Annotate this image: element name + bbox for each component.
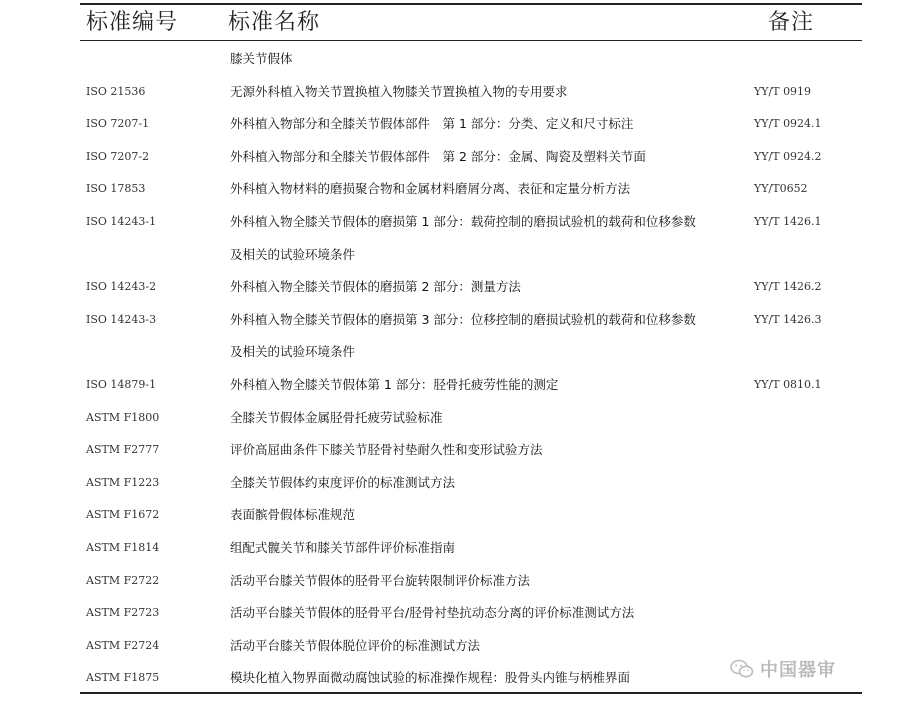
standard-code: ISO 7207-2 xyxy=(86,149,150,163)
standard-code: ASTM F1814 xyxy=(86,540,160,554)
standard-name xyxy=(230,304,696,369)
remark: YY/T 0924.1 xyxy=(754,117,822,131)
standard-code: ISO 7207-1 xyxy=(86,117,150,131)
table-row xyxy=(0,532,919,565)
table-row xyxy=(0,369,919,402)
standard-name xyxy=(230,434,543,467)
standard-name-line: 外科植入物全膝关节假体的磨损第 3 部分：位移控制的磨损试验机的载荷和位移参数 xyxy=(230,311,696,327)
standard-name xyxy=(230,532,455,565)
standard-name-line: 全膝关节假体金属胫骨托疲劳试验标准 xyxy=(230,409,443,425)
standard-name-line: 外科植入物全膝关节假体的磨损第 2 部分：测量方法 xyxy=(230,279,521,295)
standard-name-line: 表面髌骨假体标准规范 xyxy=(230,507,356,523)
standard-name-line: 膝关节假体 xyxy=(230,51,293,66)
standard-name-line: 外科植入物材料的磨损聚合物和金属材料磨屑分离、表征和定量分析方法 xyxy=(230,181,631,197)
table-row xyxy=(0,108,919,141)
standard-name xyxy=(230,565,530,598)
table-row xyxy=(0,141,919,174)
table-header-rule xyxy=(80,40,862,41)
table-row xyxy=(0,271,919,304)
standard-code: ASTM F2722 xyxy=(86,573,160,587)
table-row xyxy=(0,597,919,630)
table-row xyxy=(0,43,919,76)
standard-name xyxy=(230,108,633,141)
table-row xyxy=(0,173,919,206)
standard-name-line: 模块化植入物界面微动腐蚀试验的标准操作规程：股骨头内锥与柄椎界面 xyxy=(230,670,631,686)
standard-name xyxy=(230,271,521,304)
standard-name xyxy=(230,499,355,532)
standard-name-line: 外科植入物部分和全膝关节假体部件 第 2 部分：金属、陶瓷及塑料关节面 xyxy=(230,148,646,164)
standard-name xyxy=(230,662,630,695)
standard-name-line: 活动平台膝关节假体脱位评价的标准测试方法 xyxy=(230,637,481,653)
table-bottom-rule xyxy=(80,692,862,694)
wechat-icon xyxy=(730,659,754,679)
standard-name xyxy=(230,467,455,500)
standard-name-line: 活动平台膝关节假体的胫骨平台/胫骨衬垫抗动态分离的评价标准测试方法 xyxy=(230,605,635,621)
header-standard-code: 标准编号 xyxy=(86,10,179,35)
standard-code: ISO 14243-1 xyxy=(86,214,157,228)
standard-code: ASTM F2777 xyxy=(86,443,160,457)
watermark-text: 中国器审 xyxy=(760,660,836,681)
table-row xyxy=(0,467,919,500)
remark: YY/T 0924.2 xyxy=(754,149,822,163)
table-top-rule xyxy=(80,3,862,5)
standard-name-line: 外科植入物全膝关节假体第 1 部分：胫骨托疲劳性能的测定 xyxy=(230,376,559,392)
standard-name-line: 外科植入物全膝关节假体的磨损第 1 部分：载荷控制的磨损试验机的载荷和位移参数 xyxy=(230,213,696,229)
table-row xyxy=(0,206,919,271)
header-standard-name: 标准名称 xyxy=(228,10,321,35)
remark: YY/T 1426.1 xyxy=(754,214,822,228)
standard-name xyxy=(230,141,646,174)
standard-name xyxy=(230,43,293,76)
standard-name-line: 及相关的试验环境条件 xyxy=(230,344,356,360)
remark: YY/T 1426.3 xyxy=(754,312,822,326)
standard-name xyxy=(230,402,443,435)
table-row xyxy=(0,565,919,598)
standard-name xyxy=(230,76,568,109)
standard-code: ISO 14243-3 xyxy=(86,312,157,326)
standard-code: ISO 17853 xyxy=(86,182,146,196)
standard-name xyxy=(230,630,480,663)
standard-name-line: 及相关的试验环境条件 xyxy=(230,246,356,262)
standard-name-line: 活动平台膝关节假体的胫骨平台旋转限制评价标准方法 xyxy=(230,572,531,588)
table-row xyxy=(0,499,919,532)
standard-name-line: 全膝关节假体约束度评价的标准测试方法 xyxy=(230,474,456,490)
standard-name xyxy=(230,206,696,271)
standard-code: ISO 21536 xyxy=(86,84,146,98)
standard-code: ASTM F1223 xyxy=(86,475,160,489)
standard-code: ASTM F1672 xyxy=(86,508,160,522)
standard-name-line: 组配式髋关节和膝关节部件评价标准指南 xyxy=(230,539,456,555)
header-remark: 备注 xyxy=(768,10,815,35)
standard-name-line: 外科植入物部分和全膝关节假体部件 第 1 部分：分类、定义和尺寸标注 xyxy=(230,116,634,132)
table-row xyxy=(0,434,919,467)
standard-name xyxy=(230,173,630,206)
standard-code: ASTM F2724 xyxy=(86,638,160,652)
remark: YY/T0652 xyxy=(754,182,808,196)
table-row xyxy=(0,304,919,369)
watermark xyxy=(730,655,836,683)
standards-table-body xyxy=(0,43,919,695)
table-row xyxy=(0,76,919,109)
remark: YY/T 1426.2 xyxy=(754,280,822,294)
standard-code: ASTM F1875 xyxy=(86,671,160,685)
standard-name xyxy=(230,597,634,630)
standard-name xyxy=(230,369,558,402)
standard-code: ISO 14243-2 xyxy=(86,280,157,294)
remark: YY/T 0919 xyxy=(754,84,812,98)
standard-code: ASTM F2723 xyxy=(86,606,160,620)
standard-name-line: 评价高屈曲条件下膝关节胫骨衬垫耐久性和变形试验方法 xyxy=(230,442,543,458)
remark: YY/T 0810.1 xyxy=(754,377,822,391)
table-row xyxy=(0,402,919,435)
standard-code: ISO 14879-1 xyxy=(86,377,157,391)
standard-code: ASTM F1800 xyxy=(86,410,160,424)
standard-name-line: 无源外科植入物关节置换植入物膝关节置换植入物的专用要求 xyxy=(230,83,568,99)
